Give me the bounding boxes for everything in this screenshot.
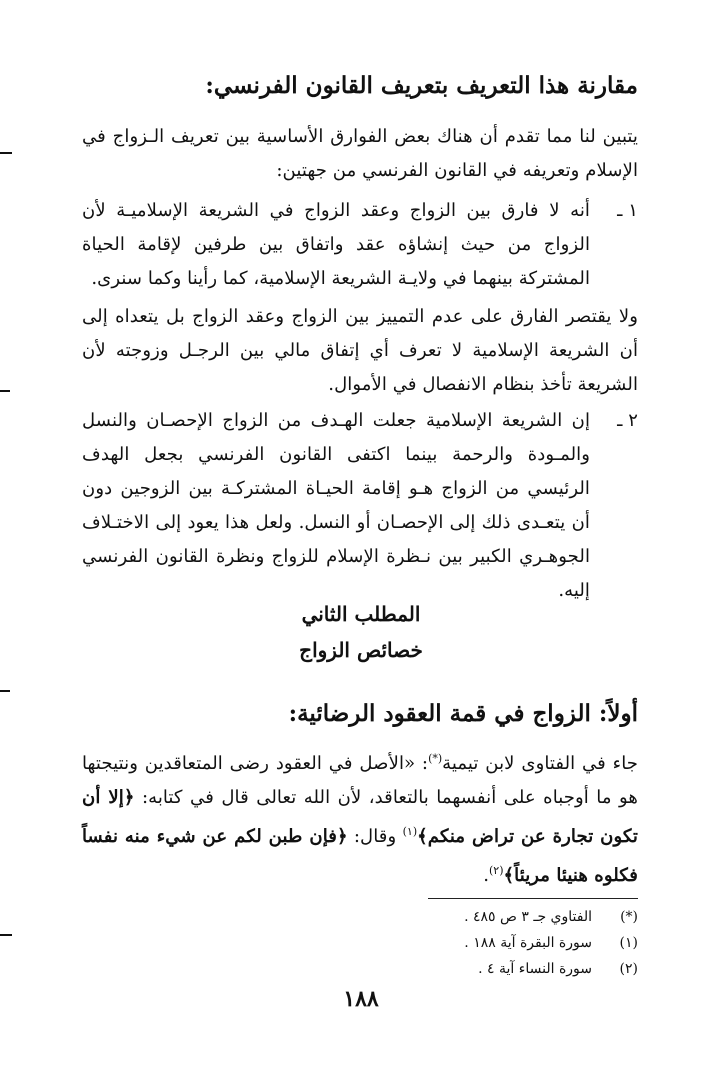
footnote-3-text: سورة النساء آية ٤ .: [478, 961, 592, 977]
footnote-2-mark: (١): [619, 935, 638, 951]
footnote-ref-1: (١): [402, 825, 418, 839]
quote-paragraph: [82, 742, 638, 893]
scan-mark-1: [0, 152, 12, 154]
footnote-ref-star: (*): [428, 752, 443, 765]
footnote-2: [338, 930, 638, 956]
list-item-2-text: إن الشريعة الإسلامية جعلت الهـدف من الزواج الإحصـان والنسل والمـودة والرحمة بينما اكتفى القانون الفرنسي بجعل الهدف الرئيسي من الزواج هـو إقامة الحيـاة المشتركـة بين الزوجين دون أن يتعـدى ذلك إلى الإحصـان أو النسل. ولعل هذا يعود إلى الاختـلاف الجوهـري الكبير بين نـظرة الإسلام للزواج ونظرة القانون الفرنسي إليه.: [82, 410, 590, 601]
footnote-1-mark: (*): [620, 909, 638, 925]
footnote-3: [338, 956, 638, 982]
footnote-2-text: سورة البقرة آية ١٨٨ .: [464, 935, 592, 951]
section-heading-first: أولاً: الزواج في قمة العقود الرضائية:: [288, 700, 638, 727]
quran-verse-2: ﴿فإن طبن لكم عن شيء منه نفساً فكلوه هنيئا مريئاً﴾: [82, 826, 638, 887]
section-title-1: المطلب الثاني: [301, 602, 421, 626]
scan-mark-4: [0, 934, 12, 936]
scan-mark-2: [0, 390, 10, 392]
paragraph-2: ولا يقتصر الفارق على عدم التمييز بين الزواج وعقد الزواج بل يتعداه إلى أن الشريعة الإسلامية لا تعرف أي إتفاق مالي بين الرجـل وزوجته لأن الشريعة تأخذ بنظام الانفصال في الأموال.: [82, 306, 638, 395]
footnote-ref-2: (٢): [489, 864, 504, 878]
quote-text-d: .: [483, 865, 489, 887]
intro-paragraph: يتبين لنا مما تقدم أن هناك بعض الفوارق الأساسية بين تعريف الـزواج في الإسلام وتعريفه في القانون الفرنسي من جهتين:: [82, 126, 638, 181]
scan-mark-3: [0, 690, 10, 692]
footnote-3-mark: (٢): [619, 961, 638, 977]
section-heading-comparison: مقارنة هذا التعريف بتعريف القانون الفرنسي:: [205, 72, 638, 99]
list-item-2-number: ٢ ـ: [617, 410, 638, 431]
quote-text-b: : «الأصل في العقود رضى المتعاقدين ونتيجتها هو ما أوجباه على أنفسهما بالتعاقد، لأن الله تعالى قال في كتابه:: [82, 753, 638, 809]
quote-text-a: جاء في الفتاوى لابن تيمية: [442, 753, 638, 775]
list-item-1: [82, 194, 638, 296]
footnote-1: [338, 904, 638, 930]
quran-verse-1: ﴿إلا أن تكون تجارة عن تراض منكم﴾: [82, 787, 638, 848]
list-item-1-number: ١ ـ: [617, 200, 638, 221]
section-title-2: خصائص الزواج: [299, 638, 423, 662]
list-item-1-text: أنه لا فارق بين الزواج وعقد الزواج في الشريعة الإسلاميـة لأن الزواج من حيث إنشاؤه عقد واتفاق بين طرفين لإقامة الحياة المشتركة بينهما في ولايـة الشريعة الإسلامية، كما رأينا وكما سنرى.: [82, 200, 590, 289]
footnote-1-text: الفتاوي جـ ٣ ص ٤٨٥ .: [464, 909, 592, 925]
quote-text-c: وقال:: [347, 826, 403, 848]
page-number: ١٨٨: [343, 986, 379, 1012]
list-item-2: [82, 404, 638, 608]
footnote-divider: [428, 898, 638, 899]
